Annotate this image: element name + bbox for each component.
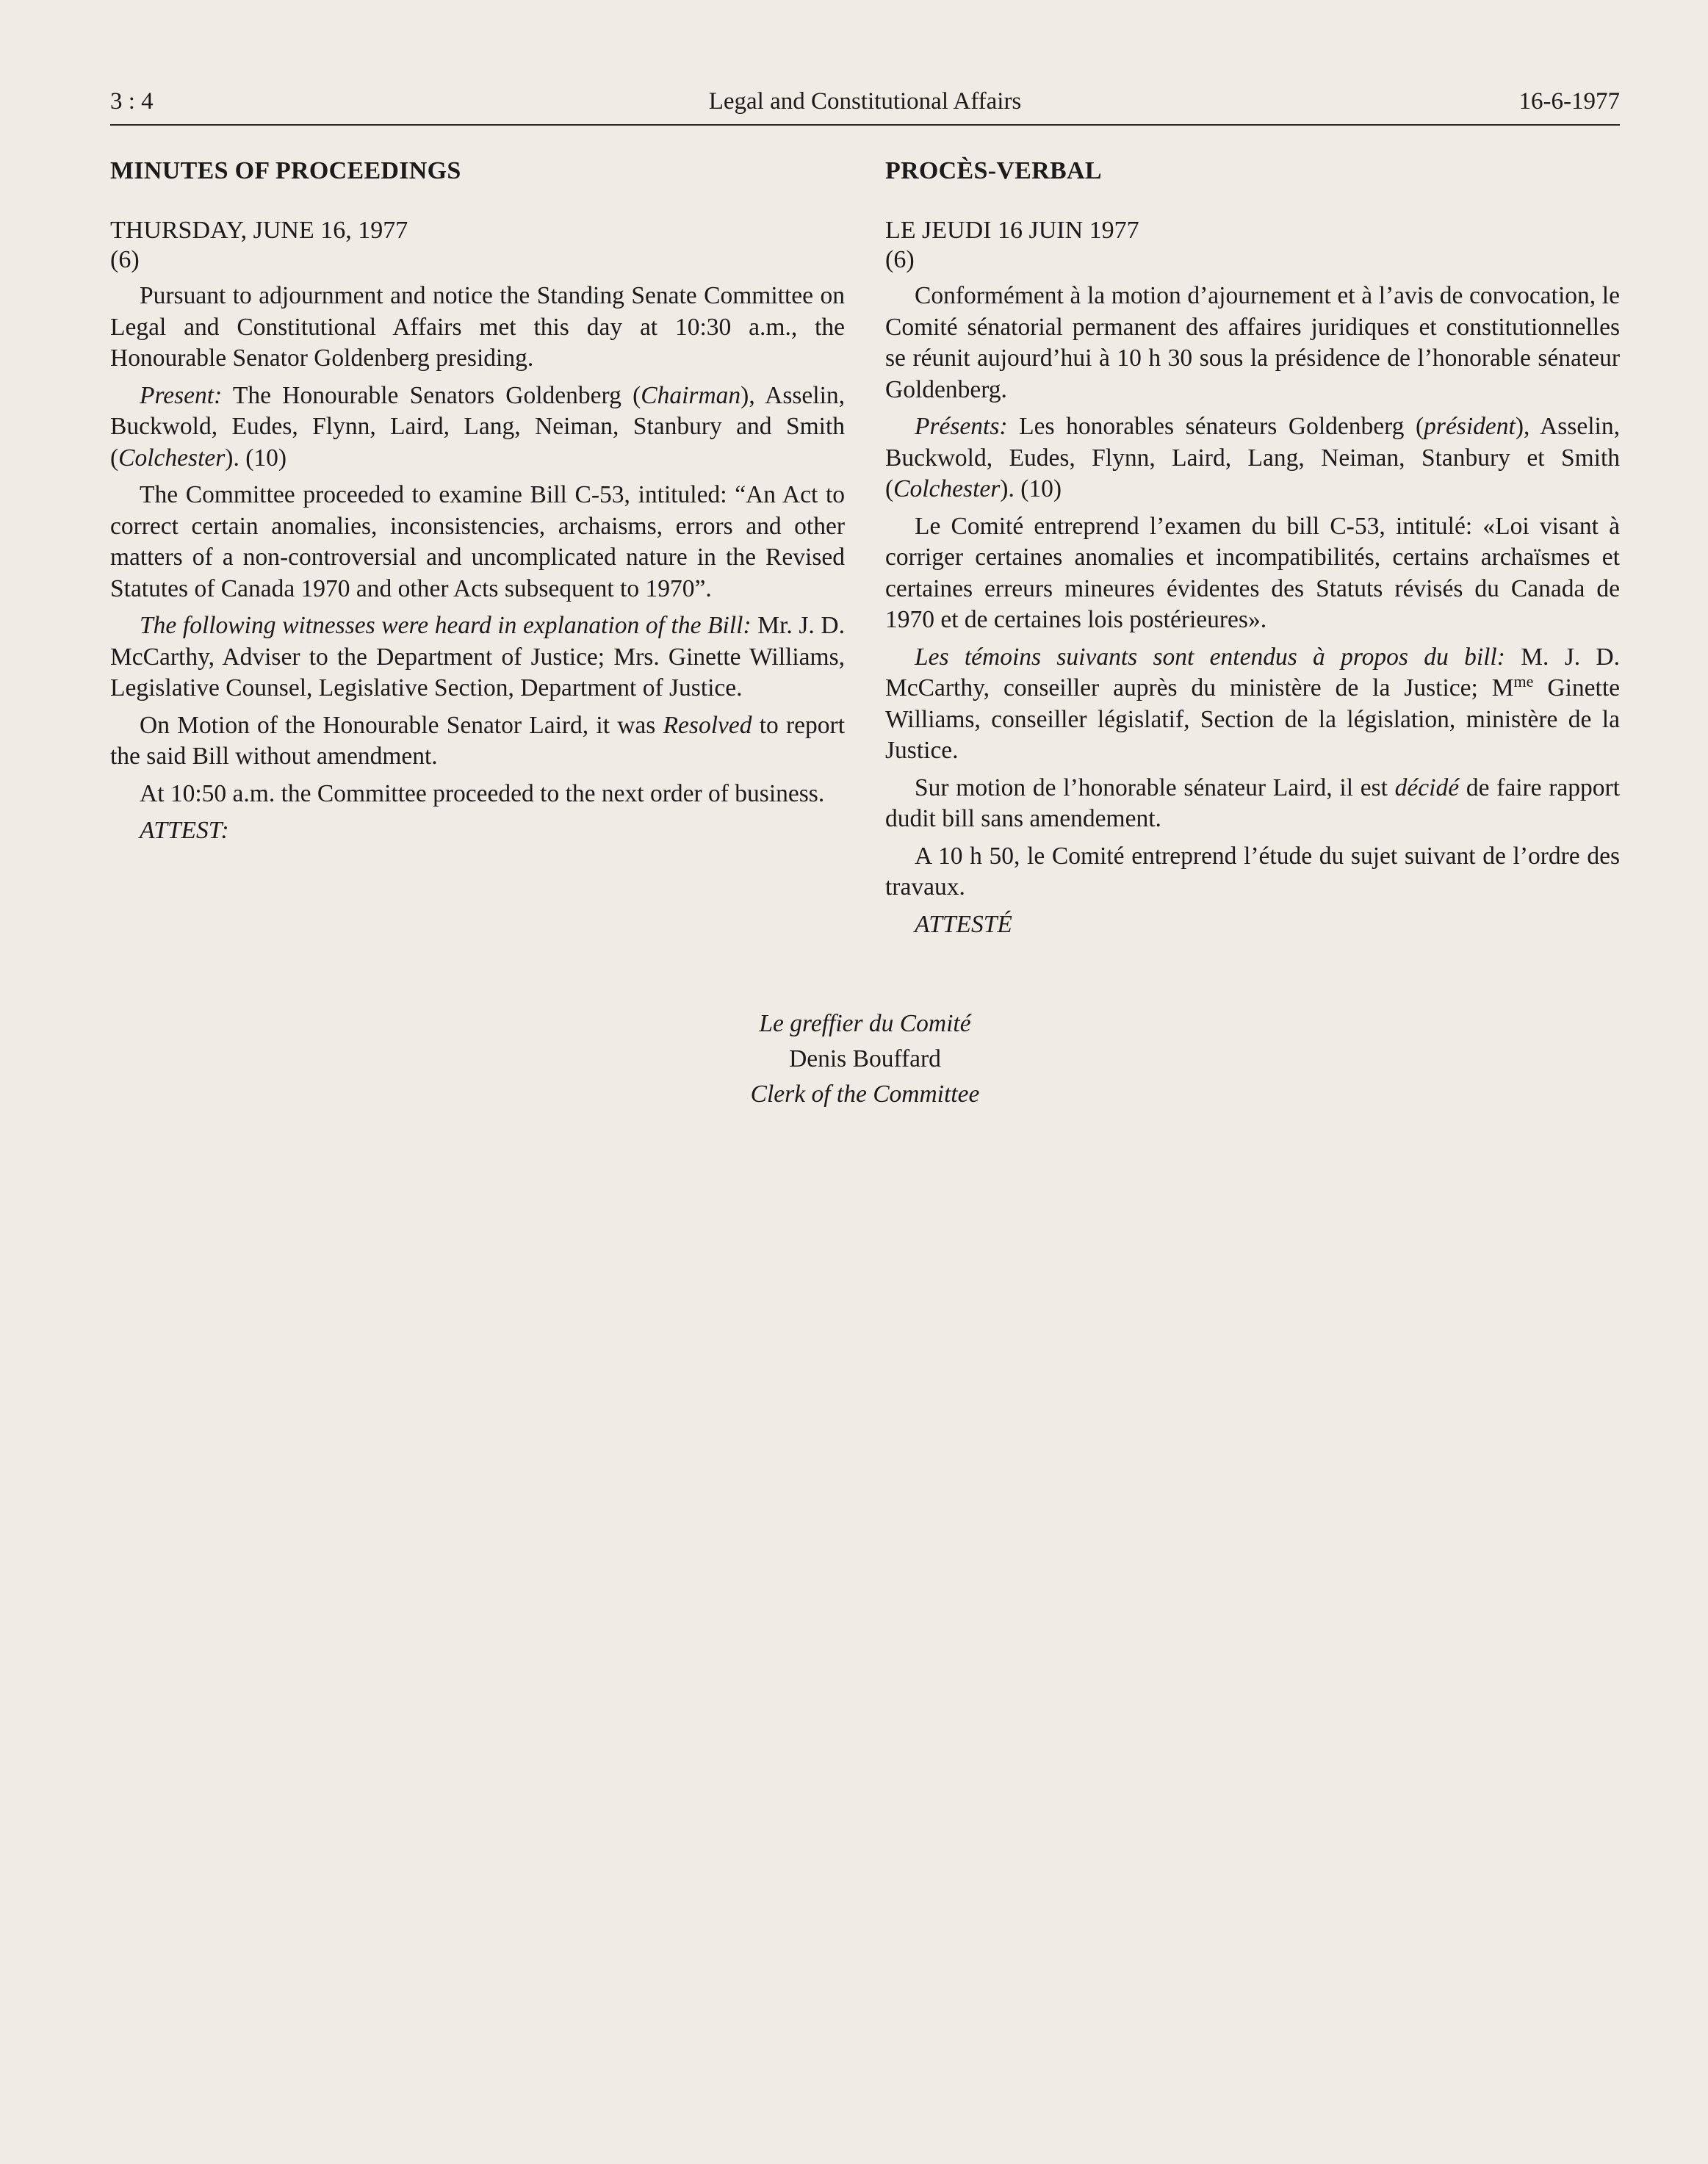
english-paragraph-motion [110,710,845,773]
english-column [110,156,845,853]
clerk-title-english: Clerk of the Committee [750,1081,980,1108]
temoins-text-b: Ginette Williams, conseiller législatif, Section de la législation, ministère de la Justice. [885,674,1620,764]
present-label: Present: [140,381,223,409]
french-paragraph-adjournment: Conformément à la motion d’ajournement et à l’avis de convocation, le Comité sénatorial permanent des affaires juridiques et constitutionnelles se réunit aujourd’hui à 10 h 30 sous la présidence de l’honorable sénateur Goldenberg. [885,282,1620,403]
french-paragraph-adjourn-next: A 10 h 50, le Comité entreprend l’étude du sujet suivant de l’ordre des travaux. [885,842,1620,901]
french-sitting-number: (6) [885,246,915,273]
president-label: président [1424,413,1516,440]
present-text-b: ), Asselin, Buckwold, Eudes, Flynn, Laird, Lang, Neiman, Stanbury and Smith ( [110,381,845,472]
motion-fr-text-b: de faire rapport dudit bill sans amendement. [885,773,1620,832]
english-date-line: THURSDAY, JUNE 16, 1977 [110,217,408,244]
present-text-c: ). (10) [225,444,287,472]
french-paragraph-present [885,411,1620,505]
clerk-name: Denis Bouffard [789,1045,941,1072]
presents-label: Présents: [915,413,1008,440]
french-paragraph-motion [885,773,1620,835]
motion-text-a: On Motion of the Honourable Senator Laird, it was [140,711,663,739]
motion-text-b: to report the said Bill without amendment. [110,711,845,770]
presents-text-a: Les honorables sénateurs Goldenberg ( [1007,413,1424,440]
french-attest: ATTESTÉ [915,910,1012,938]
presents-text-b: ), Asselin, Buckwold, Eudes, Flynn, Laird, Lang, Neiman, Stanbury et Smith ( [885,413,1620,502]
colchester-label: Colchester [118,444,226,472]
header-date: 16-6-1977 [1518,88,1620,115]
resolved-label: Resolved [663,711,752,739]
english-paragraph-adjournment: Pursuant to adjournment and notice the Standing Senate Committee on Legal and Constitutional Affairs met this day at 10:30 a.m., the Honourable Senator Goldenberg presiding. [110,282,845,372]
temoins-text-a: M. J. D. McCarthy, conseiller auprès du ministère de la Justice; M [885,643,1620,702]
english-sitting-number: (6) [110,246,140,273]
english-paragraph-bill: The Committee proceeded to examine Bill C-53, intituled: “An Act to correct certain anomalies, inconsistencies, archaisms, errors and other matters of a non-controversial and uncomplicated nature in the Revised Statutes of Canada 1970 and other Acts subsequent to 1970”. [110,481,845,602]
french-date-line: LE JEUDI 16 JUIN 1977 [885,217,1139,244]
english-heading: MINUTES OF PROCEEDINGS [110,157,461,184]
presents-text-c: ). (10) [1000,475,1062,502]
colchester-label-fr: Colchester [893,475,1001,502]
english-paragraph-adjourn-next: At 10:50 a.m. the Committee proceeded to the next order of business. [140,779,825,807]
english-paragraph-present [110,380,845,475]
page-number: 3 : 4 [110,88,154,115]
madame-superscript: me [1513,671,1534,690]
header-rule [110,124,1620,126]
french-heading: PROCÈS-VERBAL [885,157,1102,184]
french-column [885,156,1620,946]
chairman-label: Chairman [641,381,741,409]
french-paragraph-bill: Le Comité entreprend l’examen du bill C-53, intitulé: «Loi visant à corriger certaines anomalies et incompatibilités, certains archaïsmes et certaines erreurs mineures évidentes des Statuts révisés du Canada de 1970 et de certaines lois postérieures». [885,512,1620,633]
witness-text: Mr. J. D. McCarthy, Adviser to the Department of Justice; Mrs. Ginette Williams, Legislative Counsel, Legislative Section, Department of Justice. [110,612,845,702]
witness-label: The following witnesses were heard in explanation of the Bill: [140,612,752,639]
present-text-a: The Honourable Senators Goldenberg ( [222,381,641,409]
english-attest: ATTEST: [140,817,229,844]
motion-fr-text-a: Sur motion de l’honorable sénateur Laird, il est [915,773,1395,801]
french-paragraph-witnesses [885,642,1620,767]
decide-label: décidé [1394,773,1460,801]
english-paragraph-witnesses [110,610,845,704]
temoins-label: Les témoins suivants sont entendus à propos du bill: [915,643,1505,671]
running-header [110,82,1620,126]
clerk-title-french: Le greffier du Comité [759,1010,971,1037]
running-title: Legal and Constitutional Affairs [708,88,1022,115]
signature-block [110,1008,1620,1111]
